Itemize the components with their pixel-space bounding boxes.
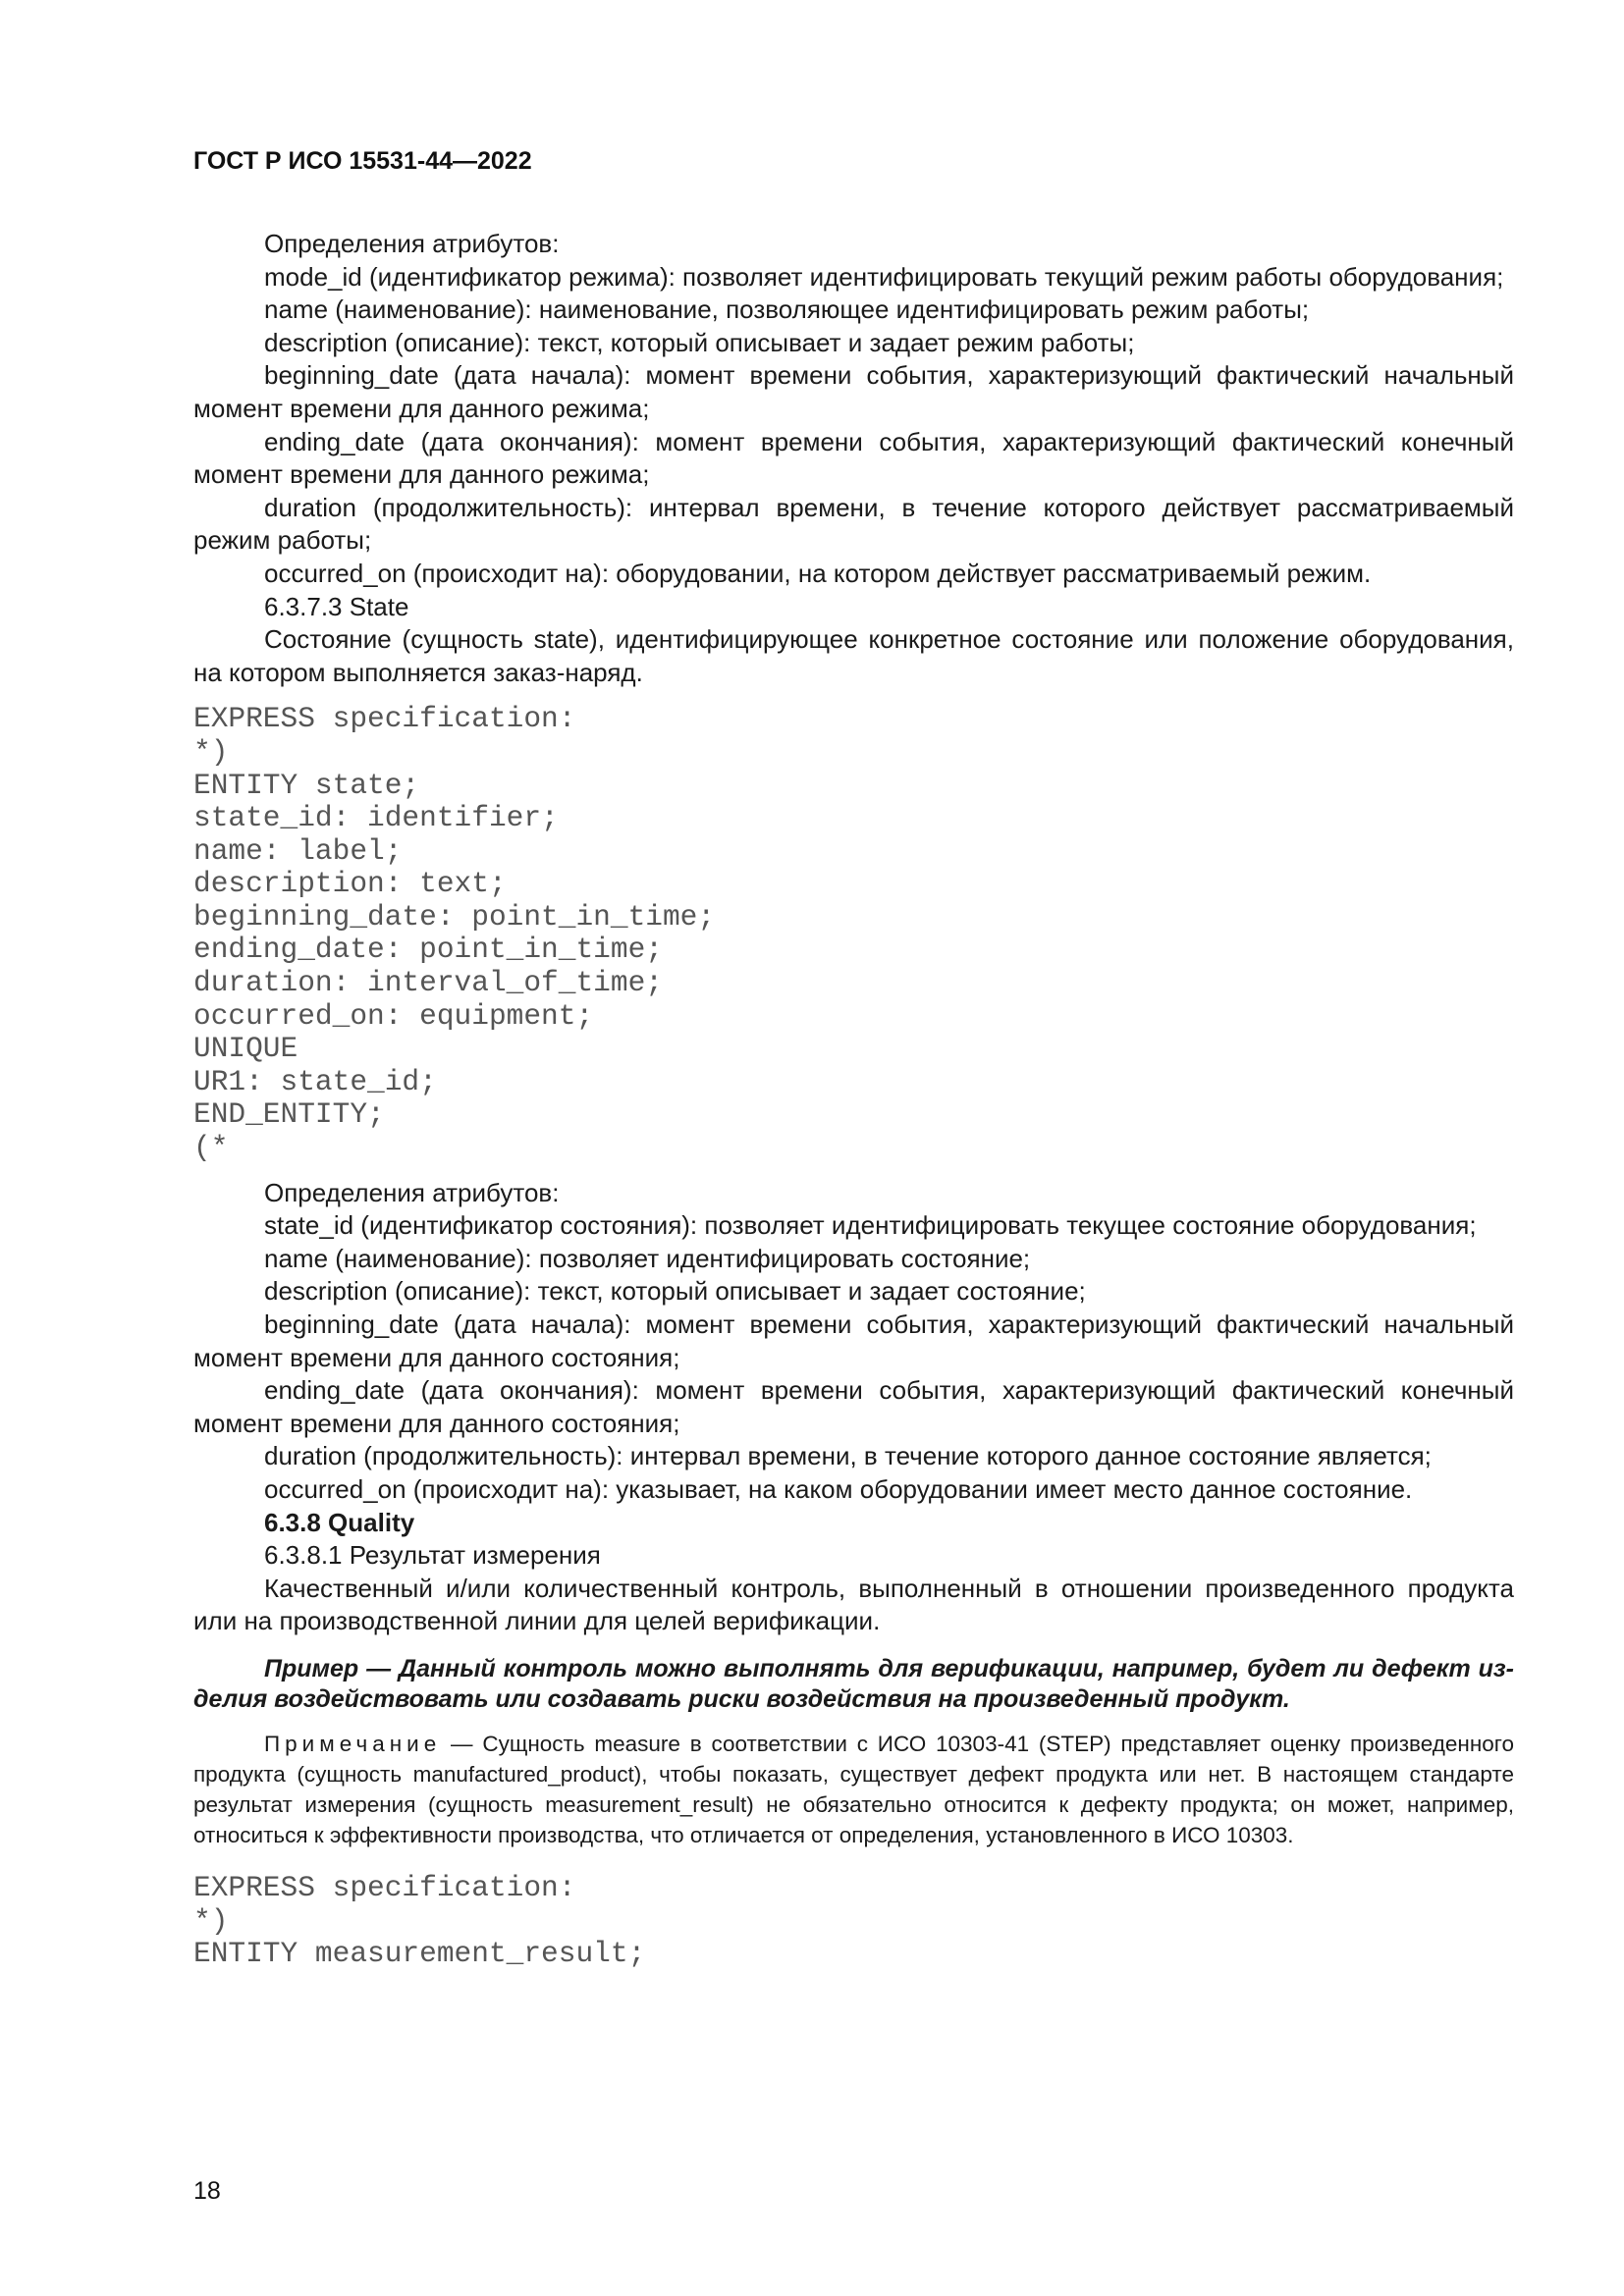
attr-def-duration: duration (продолжительность): интервал времени, в течение которого данное состояние является; xyxy=(264,1441,1432,1471)
attr-def-mode-id: mode_id (идентификатор режима): позволяет идентифицировать текущий режим работы оборудования; xyxy=(264,261,1504,292)
code-line: ENTITY state; xyxy=(193,768,420,802)
code-line: END_ENTITY; xyxy=(193,1097,385,1132)
code-line: duration: interval_of_time; xyxy=(193,966,663,1000)
attr-defs-title: Определения атрибутов: xyxy=(264,1177,560,1207)
page-content xyxy=(193,228,1514,1983)
code-line: (* xyxy=(193,1131,229,1165)
note-paragraph xyxy=(193,1729,1514,1850)
express-code-block xyxy=(193,703,1514,1164)
code-line: *) xyxy=(193,1903,229,1938)
subsection-title: 6.3.8.1 Результат измерения xyxy=(264,1540,601,1571)
code-line: ending_date: point_in_time; xyxy=(193,933,663,967)
code-line: name: label; xyxy=(193,833,403,868)
note-label: Примечание xyxy=(264,1731,442,1756)
code-line: EXPRESS specification: xyxy=(193,702,576,736)
attr-def-description: description (описание): текст, который описывает и задает состояние; xyxy=(264,1276,1086,1307)
example-paragraph: Пример — Данный контроль можно выполнять для верификации, например, будет ли дефект изделия воздействовать или создавать риски воздействия на произведенный продукт. xyxy=(193,1654,1514,1713)
section-intro: Состояние (сущность state), идентифицирующее конкретное состояние или положение оборудования, на котором выполняется заказ-наряд. xyxy=(193,624,1514,687)
attr-def-ending-date: ending_date (дата окончания): момент времени события, характеризующий фактический конечный момент времени для данного состояния; xyxy=(193,1375,1514,1438)
attr-def-duration: duration (продолжительность): интервал времени, в течение которого действует рассматриваемый режим работы; xyxy=(193,492,1514,556)
page-number: 18 xyxy=(193,2177,221,2205)
code-line: UR1: state_id; xyxy=(193,1064,437,1098)
code-line: ENTITY measurement_result; xyxy=(193,1937,646,1971)
attr-def-state-id: state_id (идентификатор состояния): позволяет идентифицировать текущее состояние оборудования; xyxy=(264,1210,1477,1241)
attr-def-beginning-date: beginning_date (дата начала): момент времени события, характеризующий фактический начальный момент времени для данного состояния; xyxy=(193,1309,1514,1372)
express-code-block xyxy=(193,1872,1514,1971)
code-line: state_id: identifier; xyxy=(193,801,559,835)
code-line: UNIQUE xyxy=(193,1032,298,1066)
document-header: ГОСТ Р ИСО 15531-44—2022 xyxy=(193,147,532,175)
section-heading: 6.3.8 Quality xyxy=(264,1507,415,1537)
code-line: beginning_date: point_in_time; xyxy=(193,899,716,934)
subsection-title: 6.3.7.3 State xyxy=(264,591,409,621)
code-line: occurred_on: equipment; xyxy=(193,998,594,1033)
attr-def-ending-date: ending_date (дата окончания): момент времени события, характеризующий фактический конечный момент времени для данного режима; xyxy=(193,426,1514,490)
attr-defs-title: Определения атрибутов: xyxy=(264,229,560,258)
attr-def-name: name (наименование): наименование, позволяющее идентифицировать режим работы; xyxy=(264,294,1310,325)
note-text: — Сущность measure в соответствии с ИСО 10303-41 (STEP) представляет оценку произведенного продукта (сущность manufactured_product), чтобы показать, существует дефект продукта или нет. В настоящем стандарте результат измерения (сущность measurement_result) не обязательно относится к дефекту продукта; он может, например, относиться к эффективности производства, что отличается от определения, установленного в ИСО 10303. xyxy=(193,1731,1514,1847)
code-line: *) xyxy=(193,734,229,769)
code-line: description: text; xyxy=(193,867,507,901)
attr-def-description: description (описание): текст, который описывает и задает режим работы; xyxy=(264,327,1135,357)
section-intro: Качественный и/или количественный контроль, выполненный в отношении произведенного продукта или на производственной линии для целей верификации. xyxy=(193,1573,1514,1636)
attr-def-occurred-on: occurred_on (происходит на): оборудовании, на котором действует рассматриваемый режим. xyxy=(264,558,1372,588)
attr-def-name: name (наименование): позволяет идентифицировать состояние; xyxy=(264,1243,1031,1273)
attr-def-occurred-on: occurred_on (происходит на): указывает, на каком оборудовании имеет место данное состояние. xyxy=(264,1473,1413,1504)
code-line: EXPRESS specification: xyxy=(193,1870,576,1904)
attr-def-beginning-date: beginning_date (дата начала): момент времени события, характеризующий фактический начальный момент времени для данного режима; xyxy=(193,360,1514,423)
